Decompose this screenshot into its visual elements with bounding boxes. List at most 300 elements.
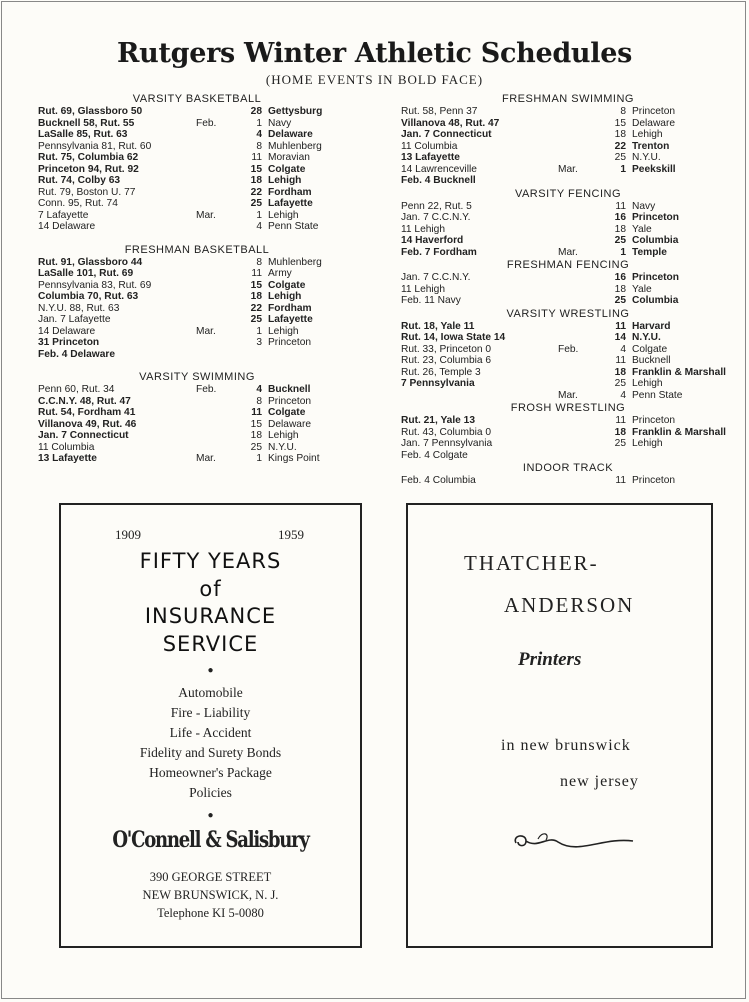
game-result: Jan. 7 C.C.N.Y. <box>401 212 471 223</box>
game-opponent: N.Y.U. <box>268 441 297 453</box>
game-result: 11 Columbia <box>38 441 95 453</box>
schedule-row <box>401 106 735 118</box>
game-opponent: Bucknell <box>268 384 311 395</box>
game-opponent: Princeton <box>632 272 679 283</box>
game-result: LaSalle 85, Rut. 63 <box>38 129 128 140</box>
game-day: 15 <box>250 279 262 291</box>
game-opponent: Lehigh <box>268 209 299 221</box>
game-day: 16 <box>614 212 626 223</box>
section-title: INDOOR TRACK <box>522 462 614 474</box>
schedule-row <box>38 268 356 280</box>
game-day: 15 <box>614 117 626 129</box>
game-month <box>196 407 226 419</box>
game-result: 7 Pennsylvania <box>401 378 475 389</box>
schedule-row <box>401 175 735 187</box>
game-opponent: Princeton <box>632 415 676 426</box>
game-month <box>196 419 226 431</box>
game-opponent: Lehigh <box>268 325 299 337</box>
game-month: Mar. <box>558 163 578 175</box>
game-result: Rut. 74, Colby 63 <box>38 175 121 186</box>
game-day: 25 <box>614 438 626 449</box>
game-month <box>196 141 226 153</box>
schedule-row <box>38 118 356 130</box>
game-day: 8 <box>256 395 262 407</box>
game-month <box>558 201 588 213</box>
game-month: Feb. <box>558 343 579 355</box>
schedule-row <box>38 187 356 199</box>
game-day: 18 <box>614 366 626 378</box>
game-opponent: Army <box>268 268 292 279</box>
schedule-row <box>401 475 735 487</box>
game-opponent: Princeton <box>268 337 312 348</box>
ad-headline-1: FIFTY YEARS <box>139 549 282 573</box>
game-month <box>196 291 226 303</box>
game-day: 1 <box>620 246 626 258</box>
year-start: 1909 <box>115 527 141 542</box>
schedule-row <box>38 453 356 465</box>
game-month <box>558 118 588 130</box>
company-name: O'Connell & Salisbury <box>112 827 309 853</box>
page-subtitle: (HOME EVENTS IN BOLD FACE) <box>265 72 484 87</box>
game-day: 11 <box>251 268 262 279</box>
game-result: Rut. 18, Yale 11 <box>401 320 475 332</box>
game-day: 25 <box>250 198 262 209</box>
section-gap <box>38 233 356 243</box>
game-result: Bucknell 58, Rut. 55 <box>38 117 135 129</box>
game-month <box>196 152 226 164</box>
schedule-row <box>401 118 735 130</box>
game-day: 1 <box>256 209 262 221</box>
schedule-row <box>401 415 735 427</box>
game-day: 8 <box>620 106 626 117</box>
schedule-row <box>401 367 735 379</box>
game-opponent: Penn State <box>268 221 319 232</box>
phone-line: Telephone KI 5-0080 <box>157 906 264 920</box>
game-opponent: Colgate <box>632 343 668 355</box>
game-month: Feb. <box>196 384 217 395</box>
game-result: 14 Delaware <box>38 221 96 232</box>
game-day: 18 <box>614 426 626 438</box>
game-result: 14 Lawrenceville <box>401 163 477 175</box>
ad-headline-4: SERVICE <box>162 632 259 656</box>
game-day: 22 <box>250 186 262 198</box>
schedule-row <box>38 303 356 315</box>
game-opponent: Moravian <box>268 152 310 163</box>
game-result: Penn 22, Rut. 5 <box>401 200 472 212</box>
schedule-row <box>401 129 735 141</box>
schedule-row <box>401 235 735 247</box>
game-result: Rut. 54, Fordham 41 <box>38 407 136 418</box>
game-result: Feb. 4 Colgate <box>401 449 468 461</box>
game-day: 14 <box>614 332 626 343</box>
schedule-row <box>38 164 356 176</box>
game-opponent: Colgate <box>268 279 306 291</box>
ad-headline-3: INSURANCE <box>144 604 277 628</box>
game-opponent: Kings Point <box>268 453 320 464</box>
game-month <box>196 198 226 210</box>
game-result: Feb. 4 Bucknell <box>401 175 476 186</box>
game-day <box>588 450 630 462</box>
schedule-row <box>401 224 735 236</box>
game-day: 18 <box>250 291 262 302</box>
game-opponent: Navy <box>632 200 656 212</box>
game-month <box>196 221 226 233</box>
game-month <box>558 141 588 153</box>
game-opponent: Temple <box>632 246 667 258</box>
game-day: 11 <box>615 200 626 212</box>
game-month <box>558 224 588 236</box>
game-result: Feb. 4 Columbia <box>401 475 476 486</box>
game-result: Jan. 7 Pennsylvania <box>401 438 493 449</box>
game-month <box>558 378 588 390</box>
game-opponent: Columbia <box>632 235 679 246</box>
game-day: 8 <box>256 256 262 268</box>
game-result: Rut. 14, Iowa State 14 <box>401 332 506 343</box>
game-result: Princeton 94, Rut. 92 <box>38 163 139 175</box>
game-result: Feb. 11 Navy <box>401 295 461 306</box>
game-day: 4 <box>620 343 626 355</box>
schedule-row <box>401 378 735 390</box>
schedule-row <box>401 272 735 284</box>
bullet-dot: ● <box>207 665 214 676</box>
schedule-row <box>38 384 356 396</box>
game-result: 7 Lafayette <box>38 209 89 221</box>
schedule-row <box>38 314 356 326</box>
schedule-row <box>38 337 356 349</box>
game-opponent: Lehigh <box>268 430 299 441</box>
game-result: 14 Haverford <box>401 235 464 246</box>
game-opponent: Princeton <box>632 106 676 117</box>
schedule-row <box>38 257 356 269</box>
game-month <box>558 355 588 367</box>
printer-name-2: ANDERSON <box>504 593 635 617</box>
game-day: 4 <box>256 129 262 140</box>
game-result: Villanova 48, Rut. 47 <box>401 117 500 129</box>
game-opponent: Colgate <box>268 407 306 418</box>
game-result: Rut. 21, Yale 13 <box>401 415 475 426</box>
game-month <box>196 129 226 141</box>
game-opponent: Gettysburg <box>268 106 323 117</box>
schedule-row <box>38 326 356 338</box>
schedule-row <box>401 332 735 344</box>
section-title: FRESHMAN BASKETBALL <box>124 243 270 256</box>
game-opponent: Fordham <box>268 186 312 198</box>
game-result: Rut. 91, Glassboro 44 <box>38 256 143 268</box>
game-result: LaSalle 101, Rut. 69 <box>38 268 134 279</box>
section-title: VARSITY SWIMMING <box>139 371 255 383</box>
game-result: Feb. 4 Delaware <box>38 348 116 360</box>
schedule-row <box>38 129 356 141</box>
game-month <box>558 321 588 333</box>
game-day: 18 <box>250 175 262 186</box>
page-title: Rutgers Winter Athletic Schedules <box>116 38 632 69</box>
game-result: C.C.N.Y. 48, Rut. 47 <box>38 395 131 407</box>
game-day: 18 <box>250 430 262 441</box>
game-day: 4 <box>256 384 262 395</box>
game-month <box>558 284 588 296</box>
game-opponent: Penn State <box>632 389 683 401</box>
game-day <box>588 175 630 187</box>
game-month: Mar. <box>196 453 216 464</box>
game-month: Mar. <box>196 325 216 337</box>
game-opponent: Lafayette <box>268 198 313 209</box>
game-opponent: Navy <box>268 117 292 129</box>
game-month <box>196 280 226 292</box>
game-result: N.Y.U. 88, Rut. 63 <box>38 302 120 314</box>
game-opponent: Bucknell <box>632 355 671 366</box>
game-result: 13 Lafayette <box>401 152 460 163</box>
section-title: VARSITY FENCING <box>514 187 622 200</box>
game-month <box>558 450 588 462</box>
game-day: 3 <box>256 337 262 348</box>
schedule-row <box>401 152 735 164</box>
game-opponent: Fordham <box>268 302 312 314</box>
game-day: 1 <box>256 117 262 129</box>
bullet-dot: ● <box>207 810 214 821</box>
game-opponent: Delaware <box>632 117 676 129</box>
schedule-row <box>38 198 356 210</box>
schedule-row <box>401 344 735 356</box>
game-day: 11 <box>251 407 262 418</box>
game-result: Rut. 75, Columbia 62 <box>38 152 139 163</box>
game-result: Rut. 43, Columbia 0 <box>401 426 492 438</box>
game-month <box>196 106 226 118</box>
location-line-1: in new brunswick <box>501 737 631 754</box>
game-day: 25 <box>250 441 262 453</box>
game-month <box>196 337 226 349</box>
game-month <box>196 187 226 199</box>
game-day <box>226 349 266 361</box>
game-opponent: Colgate <box>268 163 306 175</box>
game-opponent: Lehigh <box>268 175 302 186</box>
game-day: 18 <box>614 283 626 295</box>
game-opponent: Lehigh <box>268 291 302 302</box>
game-opponent: Delaware <box>268 129 313 140</box>
game-day: 22 <box>614 140 626 152</box>
game-result: Penn 60, Rut. 34 <box>38 384 115 395</box>
address-line: 390 GEORGE STREET <box>149 870 272 884</box>
flourish-ornament-icon <box>508 827 638 857</box>
game-day: 25 <box>250 314 262 325</box>
game-opponent: Harvard <box>632 320 671 332</box>
schedule-row <box>38 442 356 454</box>
game-day: 15 <box>250 163 262 175</box>
service-item: Life - Accident <box>169 725 252 740</box>
game-opponent: Lehigh <box>632 438 663 449</box>
section-title: FRESHMAN FENCING <box>506 259 630 271</box>
game-month <box>196 268 226 280</box>
game-day: 25 <box>614 378 626 389</box>
game-result: Pennsylvania 83, Rut. 69 <box>38 279 152 291</box>
schedule-row <box>38 152 356 164</box>
game-opponent <box>630 175 632 187</box>
game-day: 25 <box>614 235 626 246</box>
insurance-ad <box>59 503 362 948</box>
game-month <box>196 349 226 361</box>
schedule-row <box>38 407 356 419</box>
game-opponent: Lehigh <box>632 378 663 389</box>
game-opponent: Lafayette <box>268 314 313 325</box>
game-result: 11 Lehigh <box>401 283 445 295</box>
game-result: Jan. 7 Connecticut <box>401 129 492 140</box>
game-month <box>196 303 226 315</box>
game-month <box>558 129 588 141</box>
game-opponent: Delaware <box>268 418 312 430</box>
service-item: Fidelity and Surety Bonds <box>139 745 282 760</box>
schedule-row <box>401 438 735 450</box>
year-end: 1959 <box>278 527 304 542</box>
game-month: Mar. <box>196 209 216 221</box>
game-month <box>558 175 588 187</box>
address-line: NEW BRUNSWICK, N. J. <box>142 888 279 902</box>
game-result: 11 Columbia <box>401 140 458 152</box>
game-month <box>558 438 588 450</box>
game-day: 22 <box>250 302 262 314</box>
game-result <box>401 390 558 402</box>
game-opponent: Franklin & Marshall <box>632 366 726 378</box>
game-opponent: Muhlenberg <box>268 256 322 268</box>
game-month <box>196 164 226 176</box>
game-result: Rut. 33, Princeton 0 <box>401 343 492 355</box>
right-schedule-column <box>401 92 735 487</box>
schedule-row <box>38 221 356 233</box>
game-day: 18 <box>614 129 626 140</box>
schedule-row <box>401 247 735 259</box>
location-line-2: new jersey <box>560 773 639 790</box>
schedule-row <box>38 175 356 187</box>
game-month <box>558 367 588 379</box>
game-result: 31 Princeton <box>38 337 100 348</box>
game-month <box>196 314 226 326</box>
section-gap <box>38 360 356 370</box>
game-day: 25 <box>614 295 626 306</box>
game-month <box>558 272 588 284</box>
schedule-row <box>401 450 735 462</box>
game-result: Jan. 7 Connecticut <box>38 430 129 441</box>
game-month <box>558 415 588 427</box>
game-month <box>196 175 226 187</box>
printers-tagline: Printers <box>518 649 582 670</box>
game-result: Feb. 7 Fordham <box>401 246 477 258</box>
game-result: Jan. 7 Lafayette <box>38 314 111 325</box>
left-schedule-column <box>38 92 356 465</box>
game-month <box>558 212 588 224</box>
schedule-row <box>401 201 735 213</box>
schedule-row <box>38 349 356 361</box>
game-day: 1 <box>256 325 262 337</box>
schedule-row <box>38 430 356 442</box>
game-opponent <box>630 450 632 462</box>
game-day: 11 <box>615 415 626 426</box>
game-result: Rut. 58, Penn 37 <box>401 106 478 117</box>
game-opponent: Princeton <box>632 475 676 486</box>
printers-ad <box>406 503 713 948</box>
game-opponent: N.Y.U. <box>632 152 661 163</box>
game-month <box>196 442 226 454</box>
game-month <box>558 332 588 344</box>
game-day: 16 <box>614 272 626 283</box>
game-result: 14 Delaware <box>38 325 96 337</box>
ad-headline-2: of <box>199 577 222 601</box>
section-title: FRESHMAN SWIMMING <box>502 93 634 105</box>
game-opponent: Princeton <box>632 212 679 223</box>
schedule-row <box>401 390 735 402</box>
game-day: 28 <box>250 106 262 117</box>
game-result: Pennsylvania 81, Rut. 60 <box>38 140 152 152</box>
schedule-row <box>401 141 735 153</box>
game-result: Villanova 49, Rut. 46 <box>38 418 137 430</box>
game-result: Rut. 23, Columbia 6 <box>401 355 492 366</box>
section-title: VARSITY WRESTLING <box>506 307 630 320</box>
game-month <box>558 152 588 164</box>
schedule-row <box>38 396 356 408</box>
game-opponent: Columbia <box>632 295 679 306</box>
game-opponent: Trenton <box>632 140 670 152</box>
game-result: Rut. 79, Boston U. 77 <box>38 186 136 198</box>
game-result: Rut. 69, Glassboro 50 <box>38 106 143 117</box>
schedule-row <box>38 280 356 292</box>
game-day: 11 <box>615 355 626 366</box>
game-opponent: Peekskill <box>632 163 676 175</box>
game-month <box>558 475 588 487</box>
game-opponent: Princeton <box>268 395 312 407</box>
game-month: Feb. <box>196 117 217 129</box>
game-month <box>558 295 588 307</box>
section-title: FROSH WRESTLING <box>510 402 626 414</box>
service-item: Homeowner's Package <box>149 765 272 780</box>
game-month <box>196 396 226 408</box>
game-day: 8 <box>256 140 262 152</box>
game-result: Jan. 7 C.C.N.Y. <box>401 272 471 283</box>
schedule-row <box>38 106 356 118</box>
game-opponent: N.Y.U. <box>632 332 661 343</box>
game-day: 1 <box>256 453 262 464</box>
schedule-row <box>38 419 356 431</box>
schedule-row <box>401 164 735 176</box>
game-month <box>558 427 588 439</box>
game-day: 1 <box>620 163 626 175</box>
game-month: Mar. <box>558 389 578 401</box>
section-title: VARSITY BASKETBALL <box>132 93 262 105</box>
schedule-row <box>401 427 735 439</box>
game-opponent: Yale <box>632 223 652 235</box>
service-item: Automobile <box>178 685 243 700</box>
game-result: 11 Lehigh <box>401 223 445 235</box>
schedule-row <box>38 291 356 303</box>
game-month <box>196 257 226 269</box>
schedule-row <box>401 284 735 296</box>
schedule-row <box>38 210 356 222</box>
game-day: 25 <box>614 152 626 163</box>
game-result: Columbia 70, Rut. 63 <box>38 291 139 302</box>
game-day: 15 <box>250 418 262 430</box>
game-month: Mar. <box>558 246 578 258</box>
game-month <box>558 106 588 118</box>
game-opponent: Franklin & Marshall <box>632 426 726 438</box>
schedule-row <box>38 141 356 153</box>
schedule-row <box>401 355 735 367</box>
game-opponent: Lehigh <box>632 129 663 140</box>
game-day: 18 <box>614 223 626 235</box>
game-day: 4 <box>256 221 262 232</box>
game-opponent <box>266 349 268 361</box>
game-day: 11 <box>615 475 626 486</box>
game-day: 11 <box>615 320 626 332</box>
game-result: Conn. 95, Rut. 74 <box>38 198 118 209</box>
schedule-row <box>401 321 735 333</box>
schedule-row <box>401 295 735 307</box>
game-opponent: Yale <box>632 283 652 295</box>
